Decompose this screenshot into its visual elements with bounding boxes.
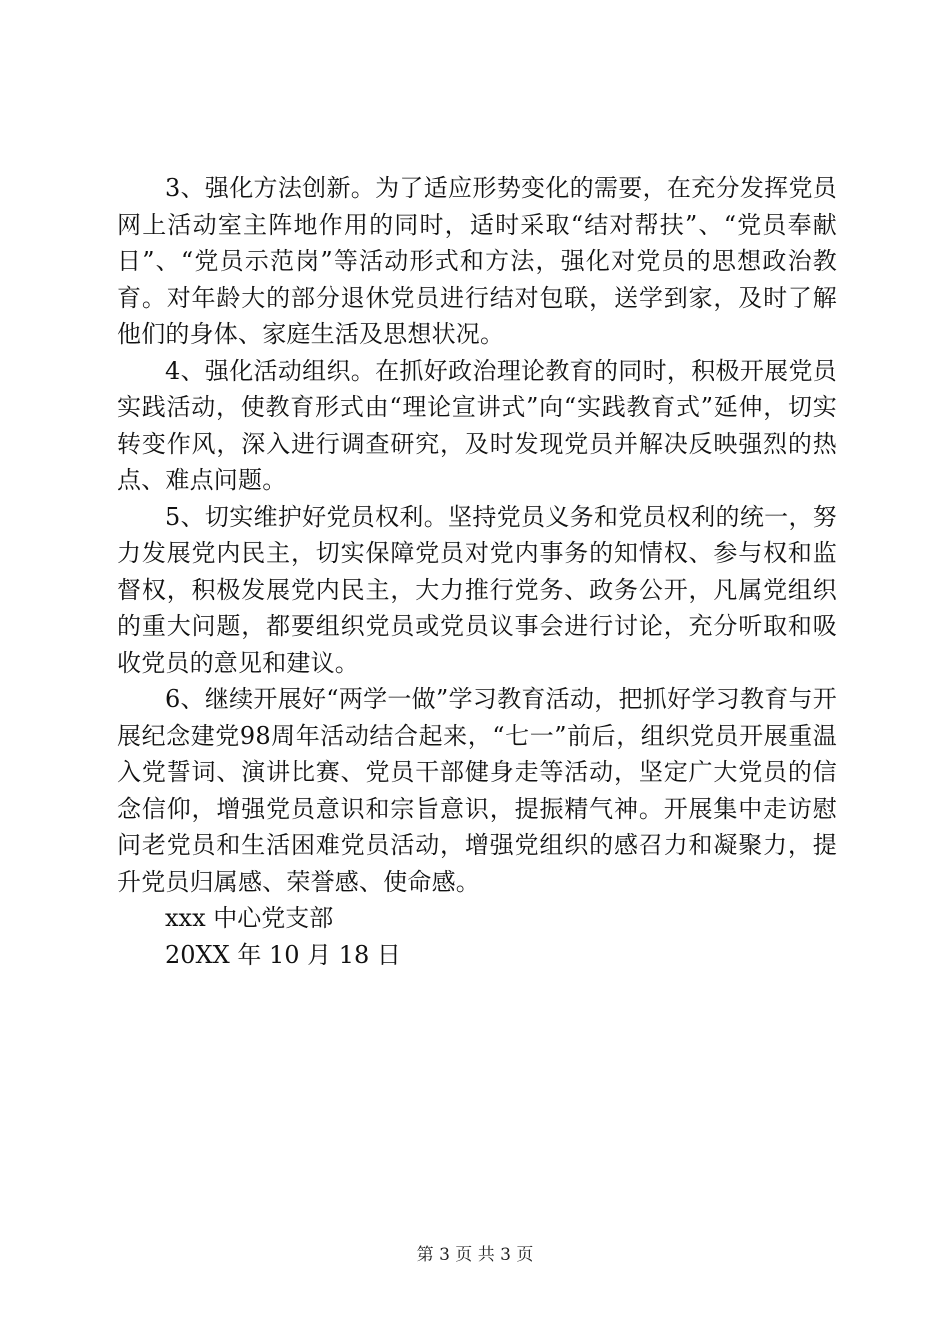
paragraph-item-5: 5、切实维护好党员权利。坚持党员义务和党员权利的统一，努力发展党内民主，切实保障党员对党内事务的知情权、参与权和监督权，积极发展党内民主，大力推行党务、政务公开，凡属党组织的重大问题，都要组织党员或党员议事会进行讨论，充分听取和吸收党员的意见和建议。 <box>117 502 837 677</box>
page-number-footer: 第 3 页 共 3 页 <box>416 1245 534 1265</box>
paragraph-item-4: 4、强化活动组织。在抓好政治理论教育的同时，积极开展党员实践活动，使教育形式由“理论宣讲式”向“实践教育式”延伸，切实转变作风，深入进行调查研究，及时发现党员并解决反映强烈的热点、难点问题。 <box>117 356 837 494</box>
document-body <box>117 170 837 973</box>
paragraph-item-3: 3、强化方法创新。为了适应形势变化的需要，在充分发挥党员网上活动室主阵地作用的同时，适时采取“结对帮扶”、“党员奉献日”、“党员示范岗”等活动形式和方法，强化对党员的思想政治教育。对年龄大的部分退休党员进行结对包联，送学到家，及时了解他们的身体、家庭生活及思想状况。 <box>117 174 837 348</box>
signature-organization: xxx 中心党支部 <box>165 904 334 932</box>
signature-date: 20XX 年 10 月 18 日 <box>165 940 401 969</box>
paragraph-item-6: 6、继续开展好“两学一做”学习教育活动，把抓好学习教育与开展纪念建党98周年活动结合起来，“七一”前后，组织党员开展重温入党誓词、演讲比赛、党员干部健身走等活动，坚定广大党员的信念信仰，增强党员意识和宗旨意识，提振精气神。开展集中走访慰问老党员和生活困难党员活动，增强党组织的感召力和凝聚力，提升党员归属感、荣誉感、使命感。 <box>117 685 837 896</box>
